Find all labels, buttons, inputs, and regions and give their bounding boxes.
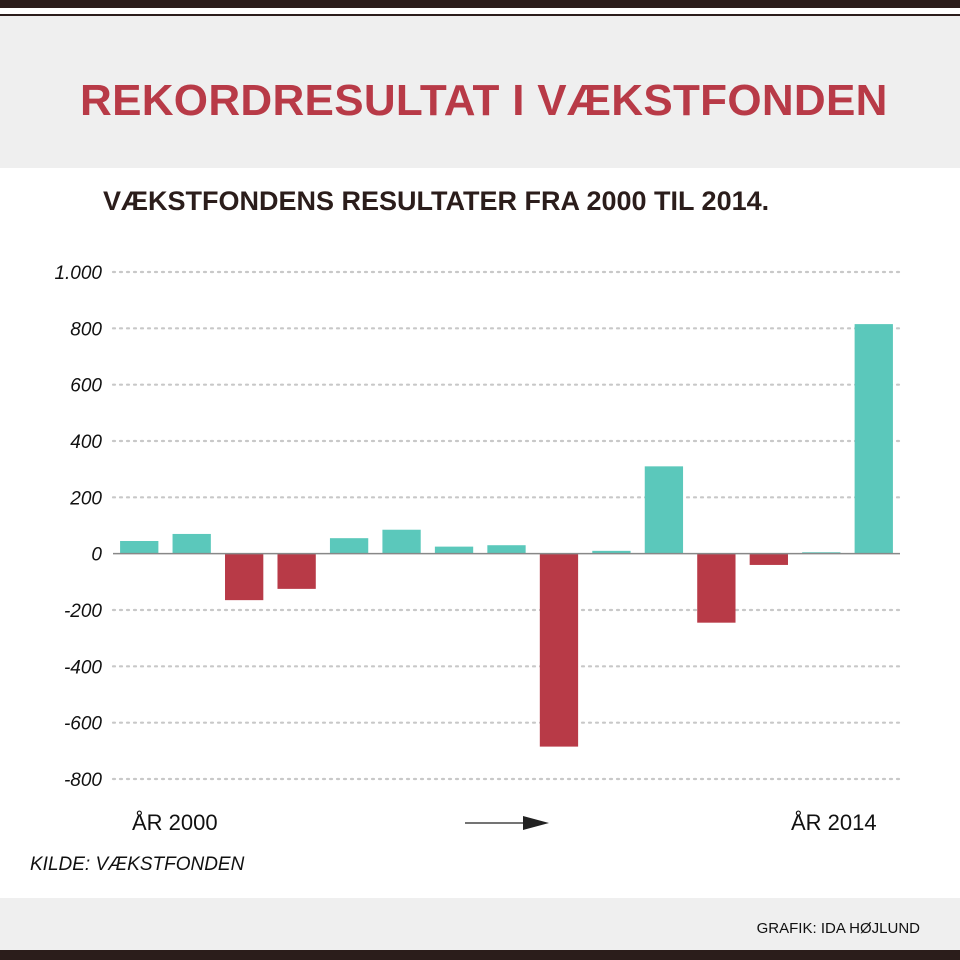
gridlines xyxy=(113,272,900,779)
y-tick-label: 200 xyxy=(70,488,102,510)
bar-2005 xyxy=(382,530,420,554)
chart-title: VÆKSTFONDENS RESULTATER FRA 2000 TIL 2014. xyxy=(103,186,770,216)
bar-2007 xyxy=(487,545,525,553)
bar-2001 xyxy=(173,534,211,554)
bar-2012 xyxy=(750,554,788,565)
bar-chart xyxy=(0,250,960,800)
y-tick-label: 400 xyxy=(70,432,102,453)
main-title: REKORDRESULTAT I VÆKSTFONDEN xyxy=(80,76,888,125)
y-tick-label: 600 xyxy=(70,375,102,397)
y-tick-label: 0 xyxy=(91,544,102,566)
bar-2011 xyxy=(697,554,735,623)
bar-2008 xyxy=(540,554,578,747)
top-border xyxy=(0,0,960,8)
source-note: KILDE: VÆKSTFONDEN xyxy=(30,854,245,875)
graphic-credit: GRAFIK: IDA HØJLUND xyxy=(756,920,920,937)
bar-2006 xyxy=(435,547,473,554)
bar-2010 xyxy=(645,466,683,553)
bottom-border xyxy=(0,950,960,960)
y-tick-label: -600 xyxy=(63,713,102,735)
x-axis-end-label: ÅR 2014 xyxy=(791,810,877,835)
bar-2014 xyxy=(855,324,893,554)
arrow-right-icon xyxy=(465,815,551,831)
bar-2000 xyxy=(120,541,158,554)
bar-2002 xyxy=(225,554,263,600)
y-tick-label: -200 xyxy=(63,601,102,622)
y-axis-ticks xyxy=(54,263,102,791)
bar-2004 xyxy=(330,538,368,553)
y-tick-label: 1.000 xyxy=(54,263,102,284)
y-tick-label: -400 xyxy=(63,657,102,679)
bar-2003 xyxy=(277,554,315,589)
y-tick-label: -800 xyxy=(63,770,102,791)
y-tick-label: 800 xyxy=(70,319,102,341)
bars xyxy=(120,324,893,747)
x-axis-start-label: ÅR 2000 xyxy=(132,810,218,835)
